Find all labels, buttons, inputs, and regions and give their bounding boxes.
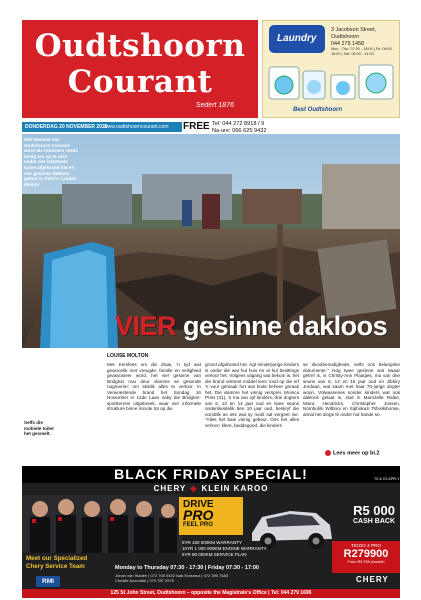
laundry-hours: Mon - Thu: 07:30 - 18:00 | Fri: 08:00 - 18:00 | Sat: 08:00 - 14:00: [331, 47, 395, 56]
black-friday-banner: BLACK FRIDAY SPECIAL!: [22, 466, 400, 483]
spec-warranty: 5YR 150 000KM WARRANTY: [182, 540, 242, 545]
dealer-hours: Monday to Thursday 07:30 - 17:30 | Friday 07:30 - 17:00: [115, 565, 259, 571]
chery-logo: CHERY: [356, 575, 389, 584]
read-more-label: Lees meer op bl.2: [333, 450, 380, 457]
terms-label: TS & CS APPLY: [374, 477, 400, 481]
chery-dealer-name: CHERY ◆ KLEIN KAROO: [153, 484, 269, 493]
laundry-subbrand: Best Oudtshoorn: [293, 107, 342, 113]
article-byline: LOUISE MOLTON: [107, 353, 149, 359]
cashback-label: CASH BACK: [353, 518, 395, 525]
article-column-1: [107, 362, 201, 412]
headline-rest: gesinne dakloos: [183, 311, 388, 341]
headline-vier: VIER: [115, 311, 177, 341]
cashback-offer: [322, 503, 400, 543]
pro-label: PRO: [183, 507, 214, 523]
dealer-location: KLEIN KAROO: [201, 484, 269, 493]
laundry-advertisement: [262, 20, 400, 118]
photo-caption: Met Neswoë van Oudtshoorn Courant word die inwoners reeds beeig om op te ruim nadat vier informele huise afgebrand het en vier gesinne dakloos gelaat is. Foto's: Louise Moiton: [24, 137, 78, 187]
finance-text: From R3 299 p/month: [347, 560, 385, 564]
car-price: R279900: [343, 548, 389, 560]
team-line-1: Meet our Specialized: [26, 555, 88, 562]
contact-phones: [212, 121, 266, 135]
service-team-heading: [26, 555, 87, 570]
main-headline: [115, 311, 387, 342]
dealer-contacts: [115, 573, 228, 583]
spec-engine-warranty: 10YR 1 000 000KM ENGINE WARRANTY: [182, 546, 267, 551]
contact-line-1: Johan van Staden | 072 765 9102 Isak Erasmus | 072 395 7683: [115, 573, 229, 578]
spec-service-plan: 5YR 60 000KM SERVICE PLAN: [182, 552, 247, 557]
car-model: TIGGO 4 PRO: [351, 543, 381, 548]
masthead-title-line2: Courant: [67, 64, 213, 100]
website-link[interactable]: www.oudtshoorncourant.com: [104, 124, 169, 130]
masthead: [22, 20, 258, 118]
price-box: [332, 541, 400, 573]
laundry-street: 3 Jacobson Street, Oudtshoorn: [331, 27, 376, 40]
article-paragraph: se skoolbenodighede, selfs ons belangrike dokumente." Nog twee gesinne wat swaar getref is, is Christy-Ann Plaatjies, ma van drie seuns van 6, 13 en 16 jaar oud en Jibbiry Jordaan, wat saam met haar 70-jarige dogter woon. Volwassenes sonder kinders wat ook dakloos gelaat is, sluit in Marozelle Rabie, Moira Hendricks, Christopher Jonsen, Nombulilo Witbooi en Siphokazi Tshisikibonse, almal het dinge lê onder hul hande se.: [303, 362, 400, 417]
warranty-specs: [182, 540, 267, 558]
read-more-link[interactable]: [325, 450, 379, 456]
laundry-address: [331, 27, 399, 48]
free-label: FREE: [183, 121, 210, 132]
masthead-title-line1: Oudtshoorn: [34, 28, 246, 64]
phone-tel: Tel: 044 272 8918 / 9: [212, 121, 265, 127]
cashback-amount: R5 000: [353, 503, 395, 518]
issue-dateline: [22, 122, 182, 132]
rmi-logo: RMI: [36, 576, 60, 587]
dealer-address-footer: 125 St John Street, Oudtshoorn – opposite the Magistrate's Office | Tel: 044 279 1696: [22, 589, 400, 598]
chery-advertisement: [22, 483, 400, 589]
drive-pro-badge: [179, 497, 243, 535]
drive-label: DRIVE: [183, 499, 214, 510]
team-line-2: Chery Service Team: [26, 562, 85, 570]
dealer-brand: CHERY: [153, 484, 187, 493]
issue-date: DONDERDAG 20 NOVEMBER 2025: [25, 124, 108, 130]
washing-machines-illustration: [267, 61, 397, 101]
laundry-logo: Laundry: [269, 25, 325, 53]
article-column-2: [205, 362, 299, 428]
feel-pro-label: FEEL PRO: [183, 522, 213, 528]
service-team-photo: [22, 495, 182, 553]
contact-line-2: Christle Avondale | 079 787 2975: [115, 578, 174, 583]
toilet-caption: Selfs die mobiele toilet het gesmelt.: [24, 420, 54, 437]
article-column-3: [303, 362, 400, 417]
laundry-phone: 044 279 1458: [331, 41, 364, 47]
read-more-bullet-icon: [325, 450, 331, 456]
article-paragraph: Met Kersfees om die draai, 'n tyd wat gewoonlik met vreugde, familie en veiligheid geassosieer word, het vier gesinne van Bridgton nou deur vlamme se gesonde nagmerrie: om skielik alles te verloor. In Verwoestende brand het Sondag 16 November in 12de Laan naby die Bridgton-sportterrein uitgebreek, waar vier informele strukture binne minute tot op die: [107, 362, 201, 411]
masthead-since: Sedert 1876: [195, 102, 234, 109]
phone-after-hours: Na-ure: 066 625 9432: [212, 128, 267, 134]
article-paragraph: grond afgebrand het. Agt minderjarige kinders is onder dié wat hul huis en al hul besittings verloor het. Volgens uitgang wat bekom is, het die brand omtrent middel teen rond op die erf 'n vuur gemaak het wat buite beheer geraak het. Die vlamme het vinnig versprei. Monica Prins (31), 'n ma van vyf kinders, drie dogters van 6, 12 en 14 jaar oud en twee seuns onderskeidelik 5en 10 jaar oud, beskryf die oomblik as iets wat sy nooit sal vergeet nie. "Alles het baie vinnig gebeur. Ons het alles verloor; klere, beddegoed, die kinders: [205, 362, 299, 428]
